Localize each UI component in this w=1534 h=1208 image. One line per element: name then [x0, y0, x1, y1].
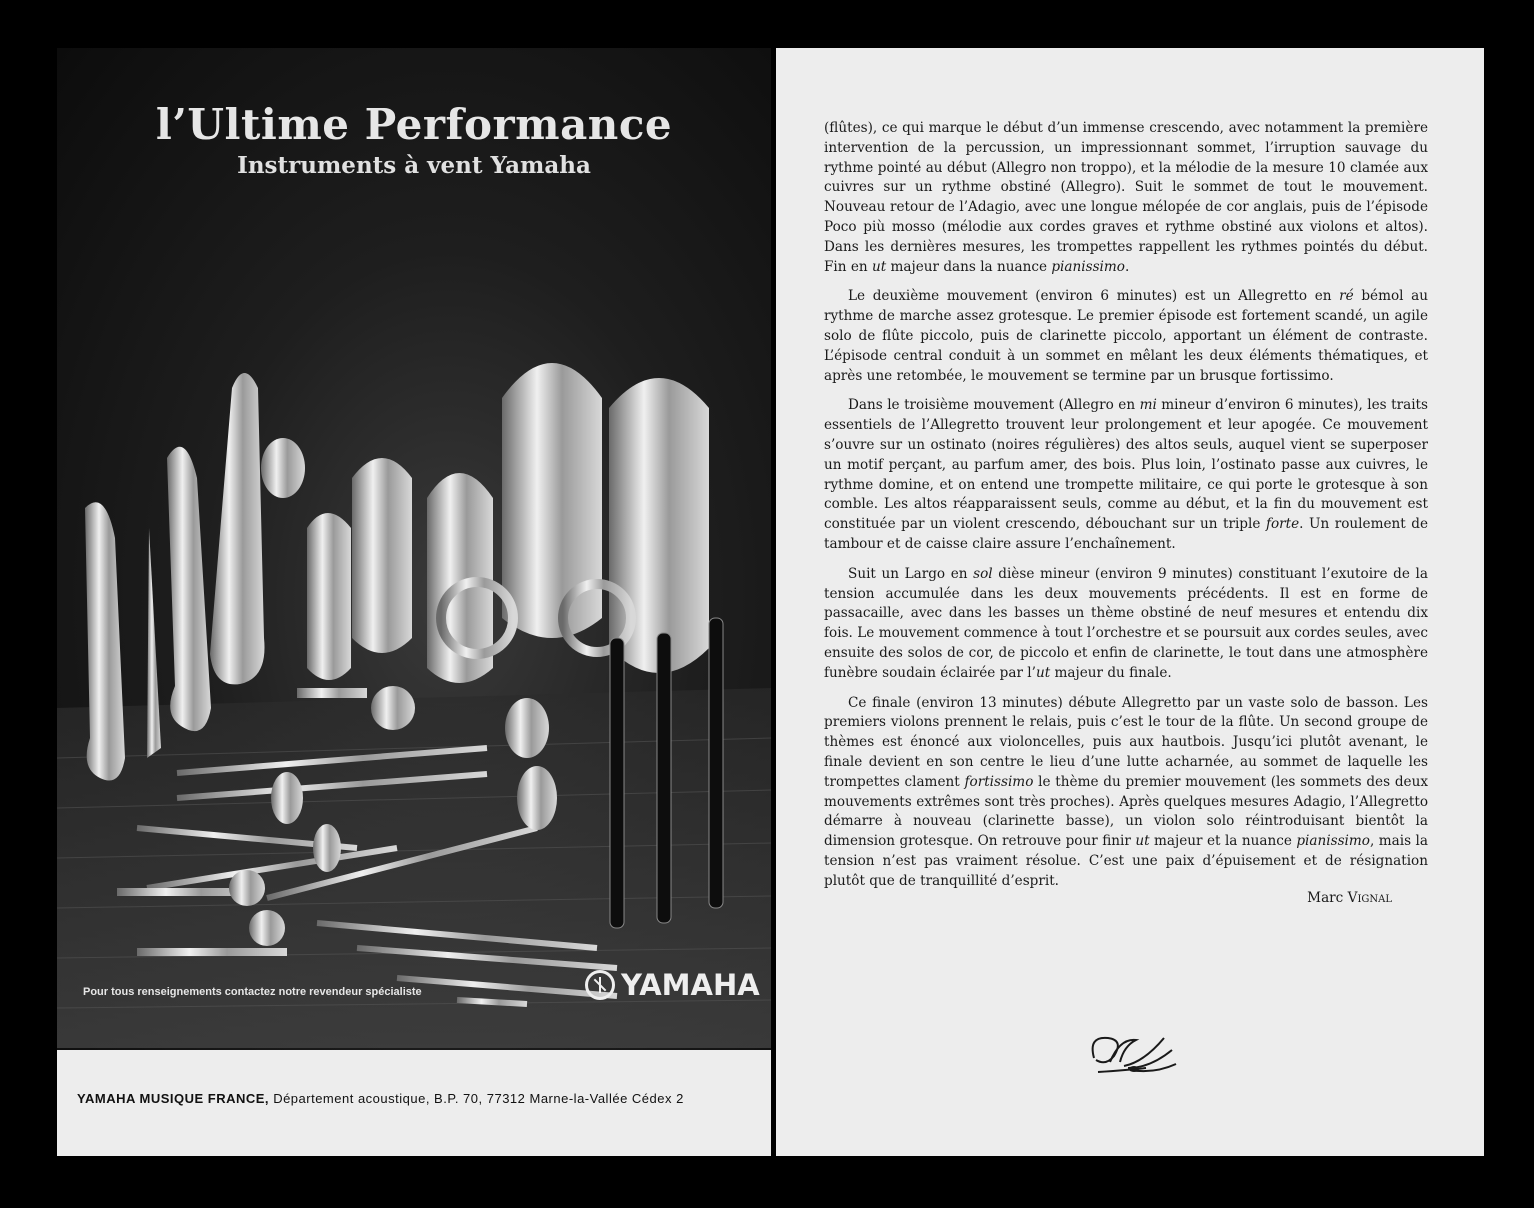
article-page [776, 48, 1484, 1156]
article-body [824, 119, 1428, 901]
italic-term: mi [1139, 397, 1157, 414]
ad-footer-address: Département acoustique, B.P. 70, 77312 Marne-la-Vallée Cédex 2 [273, 1091, 684, 1106]
article-paragraph: Dans le troisième mouvement (Allegro en mi mineur d’environ 6 minutes), les traits essentiels de l’Allegretto trouvent leur prolongement et leur apogée. Ce mouvement s’ouvre sur un ostinato (noires régulières) des altos seuls, auquel vient se superposer un motif perçant, au parfum amer, des bois. Plus loin, l’ostinato passe aux cuivres, le rythme domine, et on entend une trompette militaire, ce qui porte le grotesque à son comble. Les altos réapparaissent seuls, comme au début, et la fin du mouvement est constituée par un violent crescendo, débouchant sur un triple forte. Un roulement de tambour et de caisse claire assure l’enchaînement. [824, 397, 1428, 552]
advertisement-photo [57, 48, 771, 1050]
article-paragraph: (flûtes), ce qui marque le début d’un immense crescendo, avec notamment la première intervention de la percussion, un impressionnant sommet, l’irruption sauvage du rythme pointé au début (Allegro non troppo), et la mélodie de la mesure 10 clamée aux cuivres sur un rythme obstiné (Allegro). Suit le sommet de tout le mouvement. Nouveau retour de l’Adagio, avec une longue mélopée de cor anglais, puis de l’épisode Poco più mosso (mélodie aux cordes graves et rythme obstiné aux violons et altos). Dans les dernières mesures, les trompettes rappellent les rythmes pointés du début. Fin en ut majeur dans la nuance pianissimo. [824, 120, 1428, 275]
ad-footer [77, 1091, 684, 1106]
article-paragraph: Le deuxième mouvement (environ 6 minutes) est un Allegretto en ré bémol au rythme de marche assez grotesque. Le premier épisode est fortement scandé, un agile solo de flûte piccolo, puis de clarinette piccolo, apportant un élément de contraste. L’épisode central conduit à un sommet en mêlant les deux éléments thématiques, et après une retombée, le mouvement se termine par un brusque fortissimo. [824, 288, 1428, 384]
author-last-name: Vignal [1347, 890, 1392, 906]
yamaha-emblem-icon [585, 970, 615, 1000]
article-paragraph: Suit un Largo en sol dièse mineur (environ 9 minutes) constituant l’exutoire de la tension accumulée dans les deux mouvements précédents. Il est en forme de passacaille, avec dans les basses un thème obstiné de neuf mesures et entendu dix fois. Le mouvement commence à tout l’orchestre et se poursuit aux cordes seules, avec ensuite des solos de cor, de piccolo et enfin de clarinette, le tout dans une atmosphère funèbre soudain éclairée par l’ut majeur du finale. [824, 565, 1428, 681]
italic-term: fortissimo [964, 773, 1034, 790]
italic-term: ut [1135, 833, 1150, 850]
ad-subtitle: Instruments à vent Yamaha [237, 152, 591, 179]
italic-term: ut [871, 258, 887, 275]
yamaha-logo-text: YAMAHA [621, 968, 760, 1002]
author-first-name: Marc [1307, 890, 1344, 906]
yamaha-logo [585, 968, 760, 1002]
wind-instruments-illustration [57, 328, 771, 1048]
italic-term: forte [1265, 516, 1300, 533]
italic-term: pianissimo [1051, 258, 1125, 275]
ad-footer-company: YAMAHA MUSIQUE FRANCE, [77, 1091, 270, 1106]
ad-title: l’Ultime Performance [155, 100, 673, 149]
article-author [1196, 890, 1392, 906]
italic-term: pianissimo [1296, 833, 1370, 850]
ad-contact-text: Pour tous renseignements contactez notre revendeur spécialiste [83, 986, 422, 998]
italic-term: ut [1035, 664, 1051, 681]
article-paragraph: Ce finale (environ 13 minutes) débute Allegretto par un vaste solo de basson. Les premiers violons prennent le relais, puis c’est le tour de la flûte. Un second groupe de thèmes est énoncé aux violoncelles, puis aux hautbois. Jusqu’ici plutôt avenant, le finale devient en son centre le lieu d’une lutte acharnée, au sommet de laquelle les trompettes clament fortissimo le thème du premier mouvement (les sommets des deux mouvements extrêmes sont très proches). Après quelques mesures Adagio, l’Allegretto démarre à nouveau (clarinette basse), un violon solo réintroduisant bientôt la dimension grotesque. On retrouve pour finir ut majeur et la nuance pianissimo, mais la tension n’est pas vraiment résolue. C’est une paix d’épuisement et de résignation plutôt que de tranquillité d’esprit. [824, 694, 1429, 889]
advertisement-page [57, 48, 771, 1156]
italic-term: sol [973, 565, 993, 582]
flourish-ornament-icon [1084, 1028, 1184, 1080]
italic-term: ré [1339, 288, 1354, 305]
